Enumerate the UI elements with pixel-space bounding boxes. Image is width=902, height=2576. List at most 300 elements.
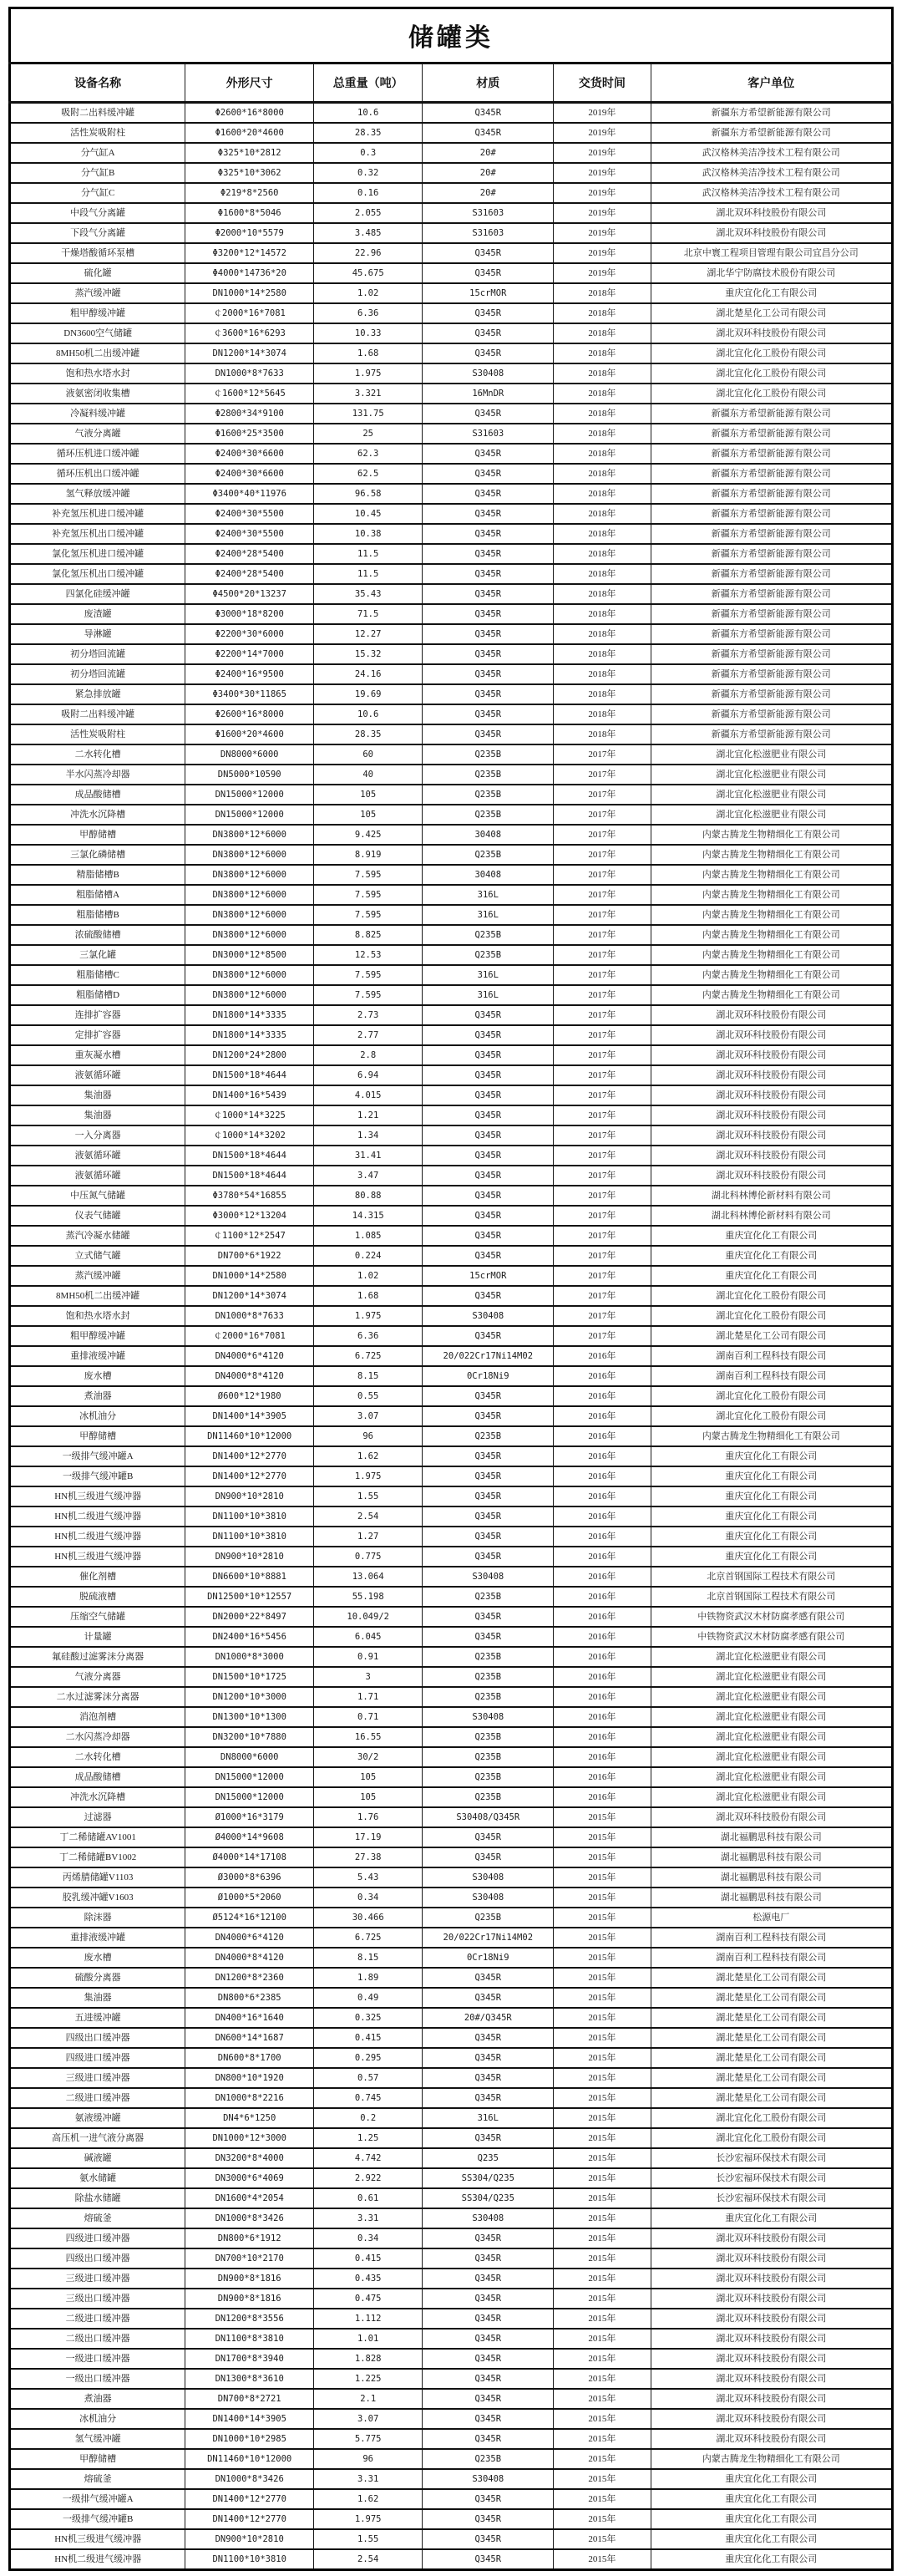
cell-name: 一级排气缓冲罐A — [10, 2489, 185, 2509]
cell-year: 2018年 — [554, 684, 651, 704]
cell-dim: Φ2400*28*5400 — [185, 544, 314, 564]
cell-name: 立式储气罐 — [10, 1246, 185, 1266]
cell-cust: 长沙宏福环保技术有限公司 — [651, 2148, 892, 2168]
cell-dim: DN4000*8*4120 — [185, 1948, 314, 1968]
cell-year: 2016年 — [554, 1647, 651, 1667]
cell-name: 一入分离器 — [10, 1125, 185, 1146]
cell-dim: DN1400*14*3905 — [185, 1406, 314, 1426]
cell-mat: S30408 — [423, 1888, 554, 1908]
cell-mat: Q345R — [423, 1286, 554, 1306]
cell-cust: 湖北双环科技股份有限公司 — [651, 1807, 892, 1827]
cell-year: 2015年 — [554, 2108, 651, 2128]
table-row — [10, 1226, 893, 1246]
cell-name: 粗脂储槽B — [10, 905, 185, 925]
cell-name: 压缩空气储罐 — [10, 1607, 185, 1627]
cell-cust: 重庆宜化化工有限公司 — [651, 1446, 892, 1466]
cell-mat: Q345R — [423, 1386, 554, 1406]
cell-mat: S30408 — [423, 1867, 554, 1888]
table-row — [10, 1246, 893, 1266]
cell-name: 补充氢压机进口缓冲罐 — [10, 504, 185, 524]
cell-cust: 中铁物资武汉木材防腐孝感有限公司 — [651, 1627, 892, 1647]
cell-mat: Q345R — [423, 1847, 554, 1867]
table-row — [10, 2409, 893, 2429]
cell-name: 一级排气缓冲罐B — [10, 2509, 185, 2529]
cell-weight: 1.55 — [314, 2529, 423, 2549]
table-row — [10, 303, 893, 323]
cell-cust: 重庆宜化化工有限公司 — [651, 1486, 892, 1506]
table-row — [10, 2429, 893, 2449]
cell-year: 2017年 — [554, 865, 651, 885]
cell-dim: DN1000*8*3426 — [185, 2469, 314, 2489]
cell-dim: DN1100*10*3810 — [185, 2549, 314, 2570]
cell-weight: 9.425 — [314, 825, 423, 845]
cell-name: 丁二稀储罐BV1002 — [10, 1847, 185, 1867]
cell-mat: Q235B — [423, 1787, 554, 1807]
cell-year: 2017年 — [554, 1246, 651, 1266]
cell-name: 氟硅酸过滤雾沫分离器 — [10, 1647, 185, 1667]
cell-weight: 3.07 — [314, 2409, 423, 2429]
cell-year: 2015年 — [554, 2369, 651, 2389]
cell-dim: Φ2400*30*6600 — [185, 444, 314, 464]
table-row — [10, 2289, 893, 2309]
cell-dim: Φ3400*40*11976 — [185, 484, 314, 504]
cell-year: 2016年 — [554, 1446, 651, 1466]
cell-dim: DN800*6*1912 — [185, 2228, 314, 2248]
cell-weight: 14.315 — [314, 1206, 423, 1226]
cell-mat: 15crMOR — [423, 1266, 554, 1286]
cell-dim: Φ2600*16*8000 — [185, 704, 314, 724]
cell-mat: 20/022Cr17Ni14M02 — [423, 1346, 554, 1366]
table-row — [10, 825, 893, 845]
cell-cust: 湖北双环科技股份有限公司 — [651, 1146, 892, 1166]
cell-cust: 湖北福鹏思科技有限公司 — [651, 1867, 892, 1888]
cell-mat: Q235 — [423, 2148, 554, 2168]
cell-mat: Q345R — [423, 2289, 554, 2309]
cell-weight: 2.54 — [314, 1506, 423, 1527]
table-row — [10, 1928, 893, 1948]
cell-year: 2017年 — [554, 805, 651, 825]
cell-year: 2017年 — [554, 1146, 651, 1166]
cell-name: 成品酸储槽 — [10, 785, 185, 805]
cell-year: 2017年 — [554, 1326, 651, 1346]
cell-name: HN机二级进气缓冲器 — [10, 1527, 185, 1547]
cell-name: 冲洗水沉降槽 — [10, 805, 185, 825]
cell-mat: Q345R — [423, 1186, 554, 1206]
cell-name: 二级出口缓冲器 — [10, 2329, 185, 2349]
cell-name: 熔硫釜 — [10, 2469, 185, 2489]
cell-year: 2018年 — [554, 544, 651, 564]
cell-weight: 8.825 — [314, 925, 423, 945]
table-row — [10, 363, 893, 384]
cell-name: 三氯化罐 — [10, 945, 185, 965]
cell-weight: 10.049/2 — [314, 1607, 423, 1627]
cell-name: 五进缓冲罐 — [10, 2008, 185, 2028]
cell-mat: 30408 — [423, 825, 554, 845]
cell-mat: Q345R — [423, 644, 554, 664]
cell-name: 二水闪蒸冷却器 — [10, 1727, 185, 1747]
cell-weight: 60 — [314, 744, 423, 765]
cell-mat: Q235B — [423, 845, 554, 865]
cell-year: 2017年 — [554, 765, 651, 785]
table-row — [10, 283, 893, 303]
cell-name: HN机二级进气缓冲器 — [10, 2549, 185, 2570]
cell-mat: Q345R — [423, 1025, 554, 1045]
cell-year: 2015年 — [554, 1807, 651, 1827]
cell-cust: 新疆东方希望新能源有限公司 — [651, 604, 892, 624]
cell-mat: Q345R — [423, 444, 554, 464]
column-header-year: 交货时间 — [554, 64, 651, 103]
cell-name: 氨液缓冲罐 — [10, 2108, 185, 2128]
cell-name: 分气缸A — [10, 143, 185, 163]
cell-weight: 2.8 — [314, 1045, 423, 1065]
cell-name: 成品酸储槽 — [10, 1767, 185, 1787]
cell-mat: Q345R — [423, 1968, 554, 1988]
table-row — [10, 1627, 893, 1647]
cell-name: 分气缸C — [10, 183, 185, 203]
cell-weight: 0.49 — [314, 1988, 423, 2008]
cell-mat: Q235B — [423, 1426, 554, 1446]
cell-mat: 15crMOR — [423, 283, 554, 303]
cell-dim: DN1300*8*3610 — [185, 2369, 314, 2389]
cell-cust: 重庆宜化化工有限公司 — [651, 1246, 892, 1266]
cell-mat: S30408 — [423, 1567, 554, 1587]
cell-mat: Q345R — [423, 2048, 554, 2068]
cell-year: 2018年 — [554, 564, 651, 584]
cell-dim: DN1400*12*2770 — [185, 2489, 314, 2509]
cell-year: 2015年 — [554, 2549, 651, 2570]
cell-dim: DN600*8*1700 — [185, 2048, 314, 2068]
column-header-mat: 材质 — [423, 64, 554, 103]
table-row — [10, 945, 893, 965]
cell-dim: DN3800*12*6000 — [185, 905, 314, 925]
table-row — [10, 163, 893, 183]
cell-year: 2018年 — [554, 504, 651, 524]
cell-dim: DN1400*12*2770 — [185, 2509, 314, 2529]
cell-weight: 10.33 — [314, 323, 423, 343]
cell-cust: 新疆东方希望新能源有限公司 — [651, 504, 892, 524]
cell-name: HN机二级进气缓冲器 — [10, 1506, 185, 1527]
table-row — [10, 1908, 893, 1928]
cell-year: 2015年 — [554, 2168, 651, 2188]
cell-weight: 6.94 — [314, 1065, 423, 1085]
cell-cust: 新疆东方希望新能源有限公司 — [651, 664, 892, 684]
cell-year: 2017年 — [554, 1025, 651, 1045]
cell-cust: 湖北楚星化工公司有限公司 — [651, 303, 892, 323]
cell-weight: 11.5 — [314, 564, 423, 584]
cell-name: 硫化罐 — [10, 263, 185, 283]
cell-mat: Q345R — [423, 1527, 554, 1547]
table-row — [10, 384, 893, 404]
cell-cust: 重庆宜化化工有限公司 — [651, 2489, 892, 2509]
cell-weight: 0.34 — [314, 1888, 423, 1908]
cell-cust: 湖北双环科技股份有限公司 — [651, 1045, 892, 1065]
cell-cust: 湖北华宁防腐技术股份有限公司 — [651, 263, 892, 283]
cell-dim: DN3800*12*6000 — [185, 925, 314, 945]
cell-name: 硫酸分离器 — [10, 1968, 185, 1988]
cell-dim: DN4000*6*4120 — [185, 1346, 314, 1366]
cell-dim: DN1000*8*7633 — [185, 1306, 314, 1326]
cell-cust: 重庆宜化化工有限公司 — [651, 1466, 892, 1486]
cell-year: 2015年 — [554, 2248, 651, 2269]
cell-cust: 湖北双环科技股份有限公司 — [651, 2349, 892, 2369]
table-row — [10, 1968, 893, 1988]
cell-cust: 新疆东方希望新能源有限公司 — [651, 404, 892, 424]
cell-year: 2018年 — [554, 404, 651, 424]
cell-mat: Q345R — [423, 604, 554, 624]
cell-mat: 0Cr18Ni9 — [423, 1366, 554, 1386]
cell-year: 2018年 — [554, 424, 651, 444]
cell-dim: ￠2000*16*7081 — [185, 1326, 314, 1346]
cell-cust: 湖北楚星化工公司有限公司 — [651, 1968, 892, 1988]
cell-name: 精脂储槽B — [10, 865, 185, 885]
cell-name: 甲醇储槽 — [10, 825, 185, 845]
cell-dim: DN5000*10590 — [185, 765, 314, 785]
cell-name: 气液分离罐 — [10, 424, 185, 444]
cell-mat: Q235B — [423, 765, 554, 785]
cell-mat: Q345R — [423, 2269, 554, 2289]
cell-weight: 0.16 — [314, 183, 423, 203]
cell-cust: 内蒙古腾龙生物精细化工有限公司 — [651, 845, 892, 865]
cell-year: 2015年 — [554, 2529, 651, 2549]
cell-dim: DN1000*8*3000 — [185, 1647, 314, 1667]
cell-cust: 新疆东方希望新能源有限公司 — [651, 724, 892, 744]
cell-cust: 湖北宜化松滋肥业有限公司 — [651, 1667, 892, 1687]
cell-dim: DN15000*12000 — [185, 785, 314, 805]
cell-mat: Q345R — [423, 2248, 554, 2269]
cell-dim: DN1200*14*3074 — [185, 343, 314, 363]
cell-name: 初分塔回流罐 — [10, 644, 185, 664]
cell-weight: 1.975 — [314, 1466, 423, 1486]
cell-dim: DN1400*12*2770 — [185, 1446, 314, 1466]
cell-mat: Q345R — [423, 2409, 554, 2429]
cell-cust: 新疆东方希望新能源有限公司 — [651, 103, 892, 124]
cell-mat: Q345R — [423, 1446, 554, 1466]
cell-cust: 湖北宜化松滋肥业有限公司 — [651, 1707, 892, 1727]
cell-weight: 30/2 — [314, 1747, 423, 1767]
cell-weight: 16.55 — [314, 1727, 423, 1747]
cell-mat: Q345R — [423, 524, 554, 544]
cell-name: HN机三级进气缓冲器 — [10, 1486, 185, 1506]
cell-mat: Q235B — [423, 1587, 554, 1607]
cell-cust: 重庆宜化化工有限公司 — [651, 2509, 892, 2529]
cell-weight: 1.25 — [314, 2128, 423, 2148]
table-row — [10, 263, 893, 283]
cell-dim: Φ2400*30*6600 — [185, 464, 314, 484]
table-row — [10, 2248, 893, 2269]
cell-mat: Q345R — [423, 664, 554, 684]
cell-year: 2015年 — [554, 2309, 651, 2329]
cell-dim: Φ2400*16*9500 — [185, 664, 314, 684]
cell-year: 2016年 — [554, 1426, 651, 1446]
table-row — [10, 564, 893, 584]
cell-year: 2015年 — [554, 1988, 651, 2008]
cell-mat: Q235B — [423, 805, 554, 825]
cell-weight: 1.085 — [314, 1226, 423, 1246]
cell-cust: 湖北双环科技股份有限公司 — [651, 2289, 892, 2309]
cell-mat: Q345R — [423, 564, 554, 584]
cell-year: 2016年 — [554, 1506, 651, 1527]
table-row — [10, 624, 893, 644]
cell-year: 2019年 — [554, 143, 651, 163]
cell-year: 2018年 — [554, 524, 651, 544]
cell-name: 煮油器 — [10, 2389, 185, 2409]
table-row — [10, 1206, 893, 1226]
cell-mat: S31603 — [423, 424, 554, 444]
cell-mat: Q235B — [423, 1727, 554, 1747]
cell-dim: DN1400*14*3905 — [185, 2409, 314, 2429]
cell-weight: 10.45 — [314, 504, 423, 524]
cell-cust: 内蒙古腾龙生物精细化工有限公司 — [651, 945, 892, 965]
cell-name: 氯化氢压机进口缓冲罐 — [10, 544, 185, 564]
table-row — [10, 765, 893, 785]
table-row — [10, 1406, 893, 1426]
cell-mat: 316L — [423, 985, 554, 1005]
cell-year: 2017年 — [554, 1005, 651, 1025]
cell-dim: DN3000*12*8500 — [185, 945, 314, 965]
table-row — [10, 444, 893, 464]
cell-mat: Q235B — [423, 945, 554, 965]
column-header-weight: 总重量（吨） — [314, 64, 423, 103]
cell-weight: 1.01 — [314, 2329, 423, 2349]
cell-cust: 湖北双环科技股份有限公司 — [651, 223, 892, 243]
table-row — [10, 905, 893, 925]
cell-cust: 湖北双环科技股份有限公司 — [651, 2409, 892, 2429]
cell-name: 氯化氢压机出口缓冲罐 — [10, 564, 185, 584]
table-row — [10, 1286, 893, 1306]
cell-cust: 内蒙古腾龙生物精细化工有限公司 — [651, 885, 892, 905]
cell-year: 2019年 — [554, 223, 651, 243]
cell-mat: Q345R — [423, 2309, 554, 2329]
table-row — [10, 604, 893, 624]
cell-name: 粗甲醇缓冲罐 — [10, 303, 185, 323]
table-row — [10, 1486, 893, 1506]
table-row — [10, 484, 893, 504]
cell-year: 2018年 — [554, 584, 651, 604]
cell-mat: Q345R — [423, 1326, 554, 1346]
cell-name: 粗甲醇缓冲罐 — [10, 1326, 185, 1346]
cell-year: 2015年 — [554, 1888, 651, 1908]
cell-name: 三级进口缓冲器 — [10, 2269, 185, 2289]
cell-weight: 31.41 — [314, 1146, 423, 1166]
cell-dim: Ø5124*16*12100 — [185, 1908, 314, 1928]
cell-dim: Φ2000*10*5579 — [185, 223, 314, 243]
table-row — [10, 704, 893, 724]
cell-cust: 湖北宜化化工股份有限公司 — [651, 2108, 892, 2128]
cell-mat: Q345R — [423, 303, 554, 323]
cell-year: 2017年 — [554, 1105, 651, 1125]
cell-dim: DN1000*10*2985 — [185, 2429, 314, 2449]
cell-dim: Φ2600*16*8000 — [185, 103, 314, 124]
cell-cust: 湖南百利工程科技有限公司 — [651, 1366, 892, 1386]
cell-cust: 湖北双环科技股份有限公司 — [651, 203, 892, 223]
cell-mat: Q345R — [423, 1246, 554, 1266]
cell-year: 2016年 — [554, 1406, 651, 1426]
cell-weight: 3.321 — [314, 384, 423, 404]
cell-weight: 0.71 — [314, 1707, 423, 1727]
cell-mat: Q345R — [423, 1226, 554, 1246]
cell-dim: DN1600*4*2054 — [185, 2188, 314, 2208]
table-row — [10, 885, 893, 905]
cell-weight: 6.045 — [314, 1627, 423, 1647]
cell-year: 2017年 — [554, 845, 651, 865]
cell-mat: Q345R — [423, 1486, 554, 1506]
cell-name: 紧急排放罐 — [10, 684, 185, 704]
cell-cust: 北京首钢国际工程技术有限公司 — [651, 1567, 892, 1587]
cell-cust: 北京中寰工程项目管理有限公司宜昌分公司 — [651, 243, 892, 263]
cell-cust: 新疆东方希望新能源有限公司 — [651, 584, 892, 604]
cell-dim: Φ2400*28*5400 — [185, 564, 314, 584]
cell-year: 2017年 — [554, 1186, 651, 1206]
cell-mat: Q235B — [423, 744, 554, 765]
cell-mat: Q345R — [423, 1125, 554, 1146]
cell-mat: 16MnDR — [423, 384, 554, 404]
cell-name: 冰机油分 — [10, 2409, 185, 2429]
cell-name: 一级进口缓冲器 — [10, 2349, 185, 2369]
cell-dim: DN1500*18*4644 — [185, 1065, 314, 1085]
cell-mat: 316L — [423, 885, 554, 905]
cell-mat: SS304/Q235 — [423, 2188, 554, 2208]
cell-weight: 2.77 — [314, 1025, 423, 1045]
table-row — [10, 1306, 893, 1326]
cell-name: 液氨循环罐 — [10, 1166, 185, 1186]
cell-name: 重灰凝水槽 — [10, 1045, 185, 1065]
table-row — [10, 1747, 893, 1767]
cell-mat: Q235B — [423, 1647, 554, 1667]
cell-weight: 6.725 — [314, 1928, 423, 1948]
table-row — [10, 504, 893, 524]
cell-dim: DN2000*22*8497 — [185, 1607, 314, 1627]
cell-mat: Q345R — [423, 2369, 554, 2389]
cell-weight: 71.5 — [314, 604, 423, 624]
cell-name: DN3600空气储罐 — [10, 323, 185, 343]
table-row — [10, 1146, 893, 1166]
cell-name: 冲洗水沉降槽 — [10, 1787, 185, 1807]
table-row — [10, 1045, 893, 1065]
cell-cust: 湖北双环科技股份有限公司 — [651, 2248, 892, 2269]
cell-dim: Φ3000*18*8200 — [185, 604, 314, 624]
cell-dim: DN900*8*1816 — [185, 2289, 314, 2309]
cell-mat: Q235B — [423, 785, 554, 805]
cell-dim: DN1000*12*3000 — [185, 2128, 314, 2148]
cell-weight: 1.71 — [314, 1687, 423, 1707]
cell-cust: 重庆宜化化工有限公司 — [651, 2549, 892, 2570]
table-row — [10, 2088, 893, 2108]
cell-weight: 0.325 — [314, 2008, 423, 2028]
cell-cust: 湖北双环科技股份有限公司 — [651, 1105, 892, 1125]
table-row — [10, 2509, 893, 2529]
cell-weight: 4.742 — [314, 2148, 423, 2168]
cell-year: 2018年 — [554, 624, 651, 644]
cell-cust: 湖北宜化松滋肥业有限公司 — [651, 805, 892, 825]
cell-dim: DN1800*14*3335 — [185, 1025, 314, 1045]
table-row — [10, 925, 893, 945]
cell-weight: 2.1 — [314, 2389, 423, 2409]
cell-dim: Φ219*8*2560 — [185, 183, 314, 203]
cell-cust: 湖北宜化化工股份有限公司 — [651, 2128, 892, 2148]
table-row — [10, 103, 893, 124]
table-row — [10, 2529, 893, 2549]
cell-dim: DN4000*6*4120 — [185, 1928, 314, 1948]
cell-cust: 湖北双环科技股份有限公司 — [651, 1085, 892, 1105]
cell-weight: 1.975 — [314, 363, 423, 384]
cell-mat: 30408 — [423, 865, 554, 885]
cell-name: 四氯化硅缓冲罐 — [10, 584, 185, 604]
cell-dim: DN1000*8*7633 — [185, 363, 314, 384]
cell-weight: 1.76 — [314, 1807, 423, 1827]
cell-cust: 松源电厂 — [651, 1908, 892, 1928]
cell-weight: 0.61 — [314, 2188, 423, 2208]
cell-weight: 0.415 — [314, 2248, 423, 2269]
